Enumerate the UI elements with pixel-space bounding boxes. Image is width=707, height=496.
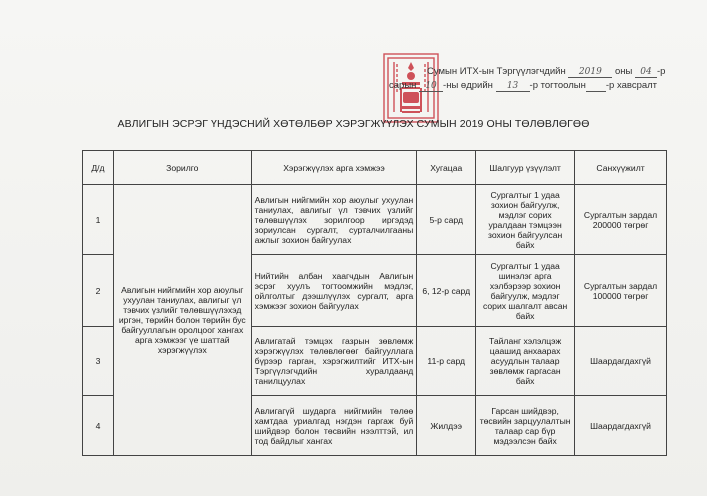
deadline-cell: Жилдээ — [417, 396, 476, 456]
row-number: 3 — [83, 327, 114, 396]
header-line-2 — [389, 80, 657, 92]
header-resolution-number: 13 — [496, 81, 530, 92]
header-deadline: Хугацаа — [417, 151, 476, 185]
funding-cell: Шаардагдахгүй — [575, 327, 667, 396]
action-cell: Авлигын нийгмийн хор аюулыг ухуулан таниулах, авлигыг үл тэвчих үзлийг төлөвшүүлэх зорилгоор иргэдэд зориулсан сургалт, сурталчилгааны ажлыг зохион байгуулах — [251, 185, 417, 255]
criteria-cell: Сургалтыг 1 удаа зохион байгуулж, мэдлэг сорих уралдаан тэмцээн зохион байгуулсан байх — [476, 185, 575, 255]
action-cell: Авлигагүй шударга нийгмийн төлөө хамтдаа уриалгад нэгдэн гаргаж буй шийдвэр болон төсвийн нээлттэй, ил тод байдлыг хангах — [251, 396, 417, 456]
action-cell: Нийтийн албан хаагчдын Авлигын эсрэг хуулъ тогтоомжийн мэдлэг, ойлголтыг дээшлүүлэх сургалт, арга хэмжээг зохион байгуулах — [251, 255, 417, 327]
funding-cell: Сургалтын зардал 100000 төгрөг — [575, 255, 667, 327]
header-criteria: Шалгуур үзүүлэлт — [476, 151, 575, 185]
header-line1-suffix: -р — [656, 66, 666, 77]
page-title: АВЛИГЫН ЭСРЭГ ҮНДЭСНИЙ ХӨТӨЛБӨР ХЭРЭГЖҮҮЛЭХ СУМЫН 2019 ОНЫ ТӨЛӨВЛӨГӨӨ — [117, 118, 590, 130]
header-num: Д/д — [83, 151, 114, 185]
header-month: 04 — [635, 67, 657, 78]
header-funding: Санхүүжилт — [575, 151, 667, 185]
row-number: 4 — [83, 396, 114, 456]
header-line2-end: -р хавсралт — [605, 80, 658, 91]
header-line2-suffix: -р тогтоолын — [529, 80, 586, 91]
header-blank — [586, 80, 606, 92]
action-cell: Авлигатай тэмцэх газрын зөвлөмж хэрэгжүүлэх төлөвлөгөөг байгууллага бүрээр гарган, хэрэгжилтийг ИТХ-ын Тэргүүлэгчдийн хуралдаанд танилцуулах — [251, 327, 417, 396]
header-line-1 — [427, 66, 665, 78]
deadline-cell: 6, 12-р сард — [417, 255, 476, 327]
table-header-row — [83, 151, 667, 185]
plan-table — [82, 150, 667, 456]
header-line2-mid: -ны өдрийн — [443, 80, 493, 91]
header-action: Хэрэгжүүлэх арга хэмжээ — [251, 151, 417, 185]
header-year: 2019 — [568, 67, 612, 78]
header-line2-prefix: сарын — [389, 80, 417, 91]
row-number: 1 — [83, 185, 114, 255]
row-number: 2 — [83, 255, 114, 327]
header-line1-mid: оны — [614, 66, 633, 77]
criteria-cell: Сургалтыг 1 удаа шинэлэг арга хэлбэрээр зохион байгуулж, мэдлэг сорих шалгалт авсан байх — [476, 255, 575, 327]
goal-cell: Авлигын нийгмийн хор аюулыг ухуулан таниулах, авлигыг үл тэвчих үзлийг төлөвшүүлэхэд иргэн, төрийн болон төрийн бус байгууллагын оролцоог хангах арга хэмжээг үе шаттай хэрэгжүүлэх — [113, 185, 251, 456]
deadline-cell: 11-р сард — [417, 327, 476, 396]
header-day: 10 — [419, 81, 443, 92]
funding-cell: Сургалтын зардал 200000 төгрөг — [575, 185, 667, 255]
header-line1-prefix: Сумын ИТХ-ын Тэргүүлэгчдийн — [427, 66, 566, 77]
table-row — [83, 185, 667, 255]
header-goal: Зорилго — [113, 151, 251, 185]
funding-cell: Шаардагдахгүй — [575, 396, 667, 456]
deadline-cell: 5-р сард — [417, 185, 476, 255]
criteria-cell: Гарсан шийдвэр, төсвийн зарцуулалтын талаар сар бүр мэдээлсэн байх — [476, 396, 575, 456]
criteria-cell: Тайланг хэлэлцэж цаашид анхаарах асуудлын талаар зөвлөмж гаргасан байх — [476, 327, 575, 396]
